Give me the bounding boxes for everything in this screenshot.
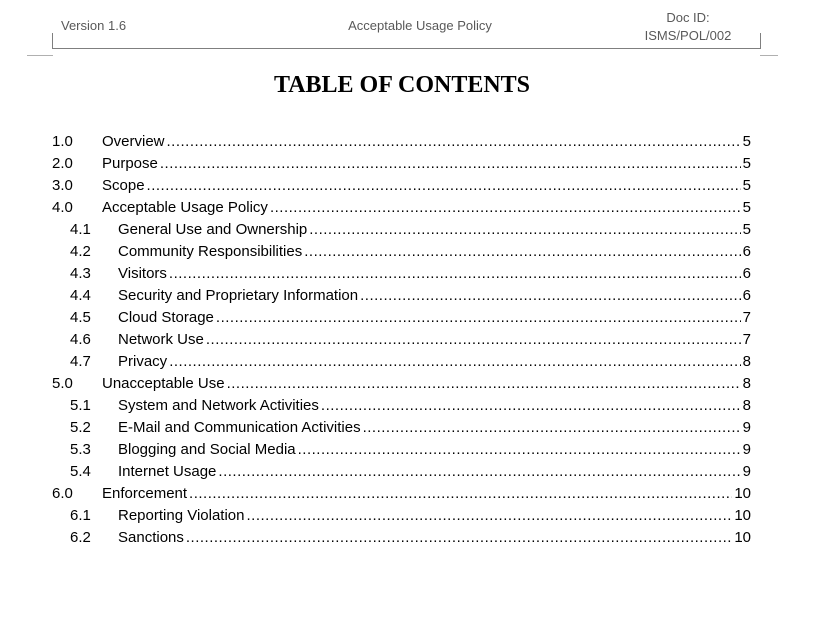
crop-mark-right-vertical bbox=[760, 33, 761, 49]
toc-entry-page: 5 bbox=[742, 155, 751, 172]
toc-dot-leader bbox=[304, 241, 740, 263]
toc-entry[interactable] bbox=[52, 483, 751, 505]
toc-entry-number: 5.4 bbox=[70, 463, 91, 480]
toc-entry-number: 4.6 bbox=[70, 331, 91, 348]
toc-entry-label: Reporting Violation bbox=[118, 507, 245, 524]
toc-dot-leader bbox=[227, 373, 741, 395]
toc-entry[interactable] bbox=[52, 307, 751, 329]
toc-dot-leader bbox=[216, 307, 741, 329]
toc-dot-leader bbox=[218, 461, 740, 483]
toc-entry-number: 5.1 bbox=[70, 397, 91, 414]
toc-entry-page: 10 bbox=[734, 485, 751, 502]
toc-heading: TABLE OF CONTENTS bbox=[273, 72, 531, 98]
toc-entry-label: Community Responsibilities bbox=[118, 243, 303, 260]
toc-entry-number: 6.0 bbox=[52, 485, 73, 502]
toc-entry[interactable] bbox=[52, 175, 751, 197]
toc-entry[interactable] bbox=[52, 373, 751, 395]
table-of-contents bbox=[52, 131, 751, 549]
toc-entry[interactable] bbox=[52, 439, 751, 461]
toc-entry-label: Internet Usage bbox=[118, 463, 217, 480]
toc-entry-number: 4.2 bbox=[70, 243, 91, 260]
toc-entry-number: 4.3 bbox=[70, 265, 91, 282]
toc-entry-page: 5 bbox=[742, 177, 751, 194]
toc-dot-leader bbox=[298, 439, 741, 461]
toc-entry-page: 7 bbox=[742, 331, 751, 348]
toc-entry[interactable] bbox=[52, 351, 751, 373]
toc-entry-label: General Use and Ownership bbox=[118, 221, 308, 238]
toc-dot-leader bbox=[147, 175, 741, 197]
toc-entry-page: 8 bbox=[742, 375, 751, 392]
toc-entry-label: Acceptable Usage Policy bbox=[102, 199, 268, 216]
toc-entry-page: 9 bbox=[742, 419, 751, 436]
toc-entry-number: 2.0 bbox=[52, 155, 73, 172]
toc-entry-page: 9 bbox=[742, 463, 751, 480]
toc-dot-leader bbox=[169, 263, 741, 285]
toc-entry[interactable] bbox=[52, 153, 751, 175]
toc-dot-leader bbox=[206, 329, 741, 351]
toc-entry-page: 6 bbox=[742, 265, 751, 282]
toc-dot-leader bbox=[321, 395, 741, 417]
doc-id-value: ISMS/POL/002 bbox=[644, 28, 732, 43]
toc-entry-number: 4.5 bbox=[70, 309, 91, 326]
toc-dot-leader bbox=[186, 527, 732, 549]
toc-entry-page: 10 bbox=[734, 529, 751, 546]
toc-entry-page: 9 bbox=[742, 441, 751, 458]
header-doc-id bbox=[640, 9, 736, 45]
toc-dot-leader bbox=[160, 153, 741, 175]
header-version: Version 1.6 bbox=[61, 18, 127, 33]
toc-entry[interactable] bbox=[52, 219, 751, 241]
toc-entry-label: Visitors bbox=[118, 265, 167, 282]
toc-entry-label: Privacy bbox=[118, 353, 168, 370]
toc-dot-leader bbox=[167, 131, 741, 153]
crop-mark-left-vertical bbox=[52, 33, 53, 49]
toc-entry[interactable] bbox=[52, 329, 751, 351]
toc-entry[interactable] bbox=[52, 527, 751, 549]
toc-entry[interactable] bbox=[52, 505, 751, 527]
toc-entry[interactable] bbox=[52, 263, 751, 285]
toc-entry-label: Security and Proprietary Information bbox=[118, 287, 359, 304]
toc-entry-page: 5 bbox=[742, 221, 751, 238]
toc-entry-page: 6 bbox=[742, 243, 751, 260]
toc-entry-label: Scope bbox=[102, 177, 145, 194]
toc-entry-label: Blogging and Social Media bbox=[118, 441, 296, 458]
toc-entry-label: Network Use bbox=[118, 331, 204, 348]
toc-dot-leader bbox=[270, 197, 741, 219]
toc-entry-number: 5.2 bbox=[70, 419, 91, 436]
toc-entry-page: 8 bbox=[742, 353, 751, 370]
toc-entry-number: 5.0 bbox=[52, 375, 73, 392]
toc-entry-number: 3.0 bbox=[52, 177, 73, 194]
header-rule bbox=[52, 48, 760, 49]
toc-entry-number: 4.0 bbox=[52, 199, 73, 216]
crop-mark-right-horizontal bbox=[760, 55, 778, 56]
toc-entry-label: Cloud Storage bbox=[118, 309, 214, 326]
toc-entry[interactable] bbox=[52, 461, 751, 483]
toc-dot-leader bbox=[189, 483, 732, 505]
toc-entry[interactable] bbox=[52, 285, 751, 307]
toc-entry-number: 6.1 bbox=[70, 507, 91, 524]
toc-entry-page: 5 bbox=[742, 199, 751, 216]
toc-entry-page: 6 bbox=[742, 287, 751, 304]
toc-entry-page: 7 bbox=[742, 309, 751, 326]
toc-entry-number: 1.0 bbox=[52, 133, 73, 150]
toc-entry-label: E-Mail and Communication Activities bbox=[118, 419, 361, 436]
toc-entry-page: 8 bbox=[742, 397, 751, 414]
toc-entry-page: 10 bbox=[734, 507, 751, 524]
header-document-title: Acceptable Usage Policy bbox=[348, 18, 492, 33]
toc-dot-leader bbox=[246, 505, 732, 527]
toc-entry-label: Overview bbox=[102, 133, 165, 150]
toc-entry-label: Unacceptable Use bbox=[102, 375, 225, 392]
doc-id-label: Doc ID: bbox=[666, 10, 710, 25]
toc-entry[interactable] bbox=[52, 197, 751, 219]
toc-entry-label: Sanctions bbox=[118, 529, 184, 546]
toc-entry-number: 4.1 bbox=[70, 221, 91, 238]
crop-mark-left-horizontal bbox=[27, 55, 53, 56]
toc-entry-number: 4.7 bbox=[70, 353, 91, 370]
toc-entry-number: 6.2 bbox=[70, 529, 91, 546]
toc-entry-label: System and Network Activities bbox=[118, 397, 319, 414]
toc-entry-number: 4.4 bbox=[70, 287, 91, 304]
toc-entry[interactable] bbox=[52, 131, 751, 153]
toc-dot-leader bbox=[363, 417, 741, 439]
toc-dot-leader bbox=[360, 285, 741, 307]
toc-entry[interactable] bbox=[52, 241, 751, 263]
toc-entry-page: 5 bbox=[742, 133, 751, 150]
toc-dot-leader bbox=[309, 219, 740, 241]
toc-entry[interactable] bbox=[52, 395, 751, 417]
toc-entry-label: Enforcement bbox=[102, 485, 188, 502]
toc-entry-label: Purpose bbox=[102, 155, 158, 172]
toc-entry[interactable] bbox=[52, 417, 751, 439]
toc-entry-number: 5.3 bbox=[70, 441, 91, 458]
toc-dot-leader bbox=[169, 351, 740, 373]
